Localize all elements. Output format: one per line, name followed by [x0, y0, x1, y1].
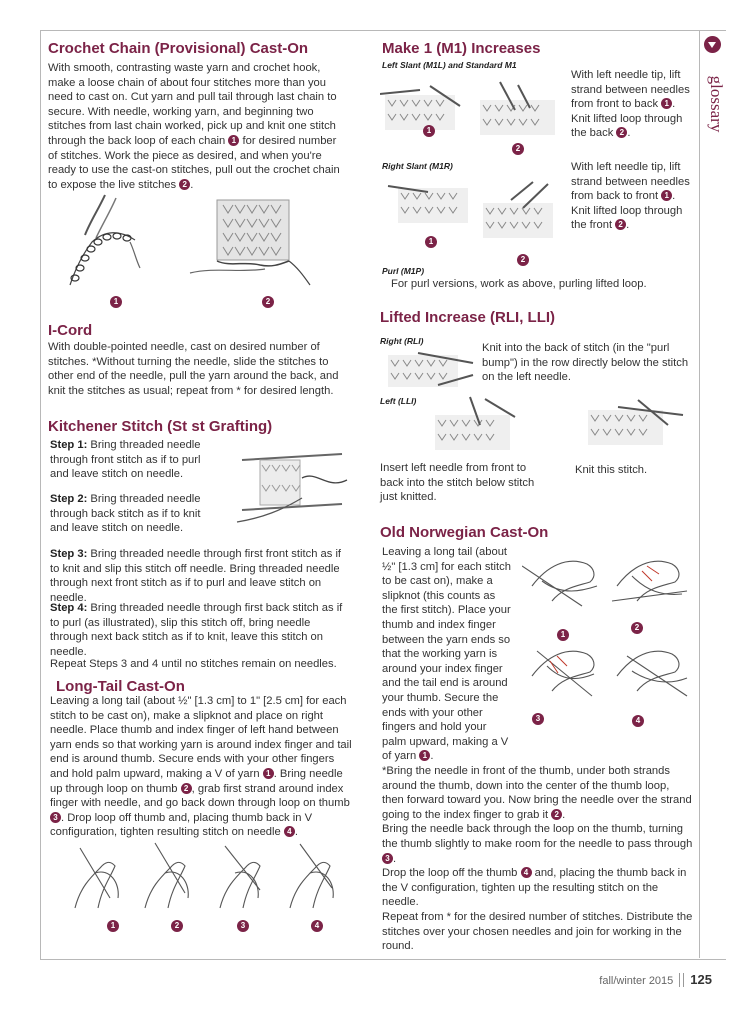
kitchener-step-2: Step 2: Bring threaded needle through back stitch as if to knit and leave stitch on needle.: [50, 493, 201, 535]
step-number: 2: [181, 783, 192, 794]
step-number: 2: [615, 219, 626, 230]
kitchener-repeat: Repeat Steps 3 and 4 until no stitches remain on needles.: [50, 658, 337, 670]
m1-left-illustration: [380, 80, 565, 145]
page-number: 125: [690, 972, 712, 987]
figure-badge: 1: [425, 236, 437, 248]
figure-badge: 2: [262, 296, 274, 308]
figure-badge: 1: [557, 629, 569, 641]
footer-divider: [679, 973, 684, 987]
figure-badge: 3: [237, 920, 249, 932]
figure-badge: 1: [107, 920, 119, 932]
figure-badge: 4: [632, 715, 644, 727]
step-number: 3: [50, 812, 61, 823]
m1-title: Make 1 (M1) Increases: [382, 40, 541, 57]
icord-text: With double-pointed needle, cast on desired number of stitches. *Without turning the needle, slide the stitches to other end of the needle, pull the yarn around the back, and knit the stitches as usual; repeat from * for desired length.: [48, 341, 339, 397]
m1-purl-label: Purl (M1P): [382, 266, 425, 276]
kitchener-illustration: [232, 440, 352, 535]
crochet-text: With smooth, contrasting waste yarn and crochet hook, make a loose chain of about four stitches more than you need to cast on. Cut yarn and pull tail through last chain to secure. With needle, working yarn, and beginning two stitches from last chain worked, pick up and knit one stitch through the back loop of each chain 1 for desired number of stitches. Work the piece as desired, and when you're ready to use the cast-on stitches, pull out the crochet chain to expose the live stitches 2 .: [48, 62, 340, 191]
m1-right-illustration: [383, 178, 563, 248]
m1-left-label: Left Slant (M1L) and Standard M1: [382, 60, 517, 70]
lifted-left-label: Left (LLI): [380, 396, 417, 406]
m1-right-text: With left needle tip, lift strand between needles from back to front 1 . Knit lifted loop through the front 2 .: [571, 161, 690, 232]
icord-title: I-Cord: [48, 322, 93, 339]
crochet-title: Crochet Chain (Provisional) Cast-On: [48, 40, 309, 57]
norwegian-text-intro: Leaving a long tail (about ½" [1.3 cm] for each stitch to be cast on), make a slipknot (this counts as the first stitch). Place your thumb and index finger between the yarn ends so that the working yarn is around your index finger and the tail end is around your thumb. Secure the ends with your other fingers and hold your palm upward, making a V of yarn 1 .: [382, 546, 511, 763]
m1-left-text: With left needle tip, lift strand between needles from front to back 1 . Knit lifted loop through the back 2 .: [571, 69, 690, 140]
step-number: 1: [263, 768, 274, 779]
step-number: 1: [228, 135, 239, 146]
glossary-label: glossary: [707, 75, 726, 133]
step-number: 1: [661, 98, 672, 109]
page-footer: [599, 972, 712, 987]
issue-label: fall/winter 2015: [599, 975, 674, 987]
lifted-right-text: Knit into the back of stitch (in the "purl bump") in the row directly below the stitch on the left needle.: [482, 342, 689, 384]
longtail-title: Long-Tail Cast-On: [56, 678, 185, 695]
step-number: 4: [521, 867, 532, 878]
figure-badge: 2: [512, 143, 524, 155]
glossary-tab: [700, 30, 725, 140]
figure-badge: 2: [171, 920, 183, 932]
lifted-right-label: Right (RLI): [380, 336, 424, 346]
figure-badge: 2: [631, 622, 643, 634]
figure-badge: 3: [532, 713, 544, 725]
step-number: 2: [179, 179, 190, 190]
kitchener-title: Kitchener Stitch (St st Grafting): [48, 418, 273, 435]
m1-purl-text: For purl versions, work as above, purling lifted loop.: [391, 278, 647, 290]
figure-badge: 2: [517, 254, 529, 266]
crochet-knitted-swatch: [185, 195, 315, 290]
figure-badge: 4: [311, 920, 323, 932]
lifted-left-illustration: [425, 395, 525, 460]
crochet-chain-illustration: [50, 190, 160, 290]
norwegian-text-steps: *Bring the needle in front of the thumb, under both strands around the thumb, down into the center of the thumb loop, then forward toward you. Now bring the needle over the strand going to the index finger to grab it 2 . Bring the needle back through the loop on the thumb, turning the thumb slightly to make room for the needle to pass through 3 . Drop the loop off the thumb 4 and, placing the thumb back in the V configuration, tighten up the resulting stitch on the needle. Repeat from * for the desired number of stitches. Distribute the stitches over your chosen needles and join for working in the round.: [382, 765, 693, 953]
step-number: 1: [661, 190, 672, 201]
lifted-right-illustration: [378, 345, 478, 395]
lifted-title: Lifted Increase (RLI, LLI): [380, 309, 556, 326]
m1-right-label: Right Slant (M1R): [382, 161, 453, 171]
step-number: 4: [284, 826, 295, 837]
lifted-knit-text: Knit this stitch.: [575, 464, 648, 476]
longtail-text: Leaving a long tail (about ½" [1.3 cm] to 1" [2.5 cm] for each stitch to be cast on), make a slipknot and place on right needle. Place thumb and index finger of left hand between yarn ends so that working yarn is around index finger and tail end is around thumb. Secure ends with your other fingers and hold palm upward, making a V of yarn 1 . Bring needle up through loop on thumb 2 , grab first strand around index finger with needle, and go back down through loop on thumb 3 . Drop loop off thumb and, placing thumb back in V configuration, tighten resulting stitch on needle 4 .: [50, 695, 352, 839]
step-number: 1: [419, 750, 430, 761]
figure-badge: 1: [110, 296, 122, 308]
longtail-hands-illustration: [60, 838, 350, 918]
chevron-down-icon: [704, 36, 721, 53]
kitchener-step-1: Step 1: Bring threaded needle through front stitch as if to purl and leave stitch on needle.: [50, 439, 201, 481]
kitchener-step-3: Step 3: Bring threaded needle through first front stitch as if to knit and slip this stitch off needle. Bring threaded needle through next front stitch as if to purl and leave stitch on needle.: [50, 548, 342, 604]
norwegian-hands-illustration: [522, 546, 697, 736]
step-number: 3: [382, 853, 393, 864]
lifted-left-text: Insert left needle from front to back into the stitch below stitch just knitted.: [380, 462, 535, 504]
lifted-knit-illustration: [578, 395, 688, 450]
step-number: 2: [551, 809, 562, 820]
sidebar-rule: [699, 30, 700, 958]
norwegian-title: Old Norwegian Cast-On: [380, 524, 549, 541]
step-number: 2: [616, 127, 627, 138]
kitchener-step-4: Step 4: Bring threaded needle through first back stitch as if to purl (as illustrated), slip this stitch off, bring needle through next back stitch as if to knit, leave this stitch on needle.: [50, 602, 343, 658]
figure-badge: 1: [423, 125, 435, 137]
